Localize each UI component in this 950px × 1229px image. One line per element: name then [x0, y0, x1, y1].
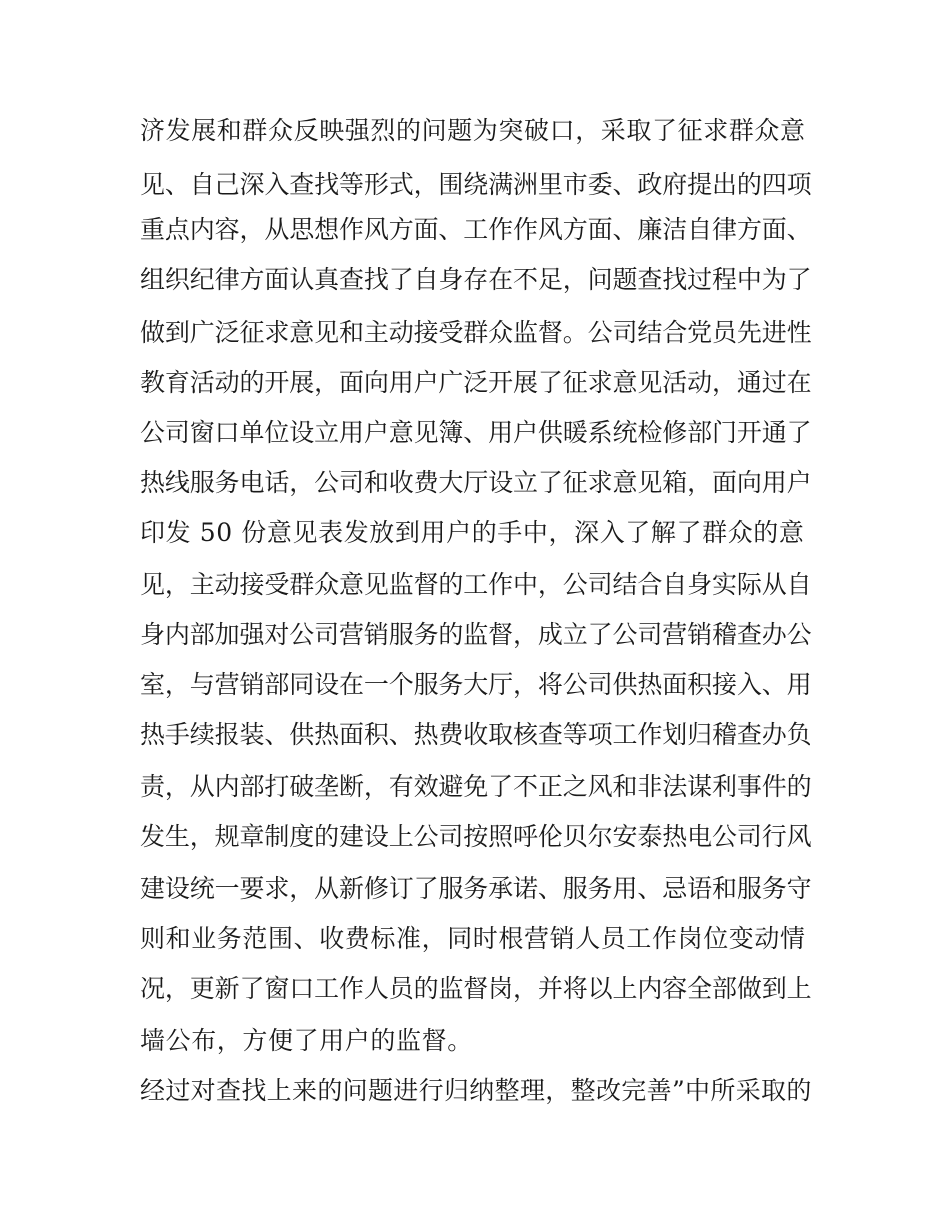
- text-line: 墙公布，方便了用户的监督。: [140, 1026, 473, 1055]
- text-line: 印发 50 份意见表发放到用户的手中，深入了解了群众的意: [140, 518, 805, 547]
- text-line: 身内部加强对公司营销服务的监督，成立了公司营销稽查办公: [140, 620, 812, 649]
- text-line: 教育活动的开展，面向用户广泛开展了征求意见活动，通过在: [140, 368, 812, 397]
- text-line: 热线服务电话，公司和收费大厅设立了征求意见箱，面向用户: [140, 468, 812, 497]
- text-line: 重点内容，从思想作风方面、工作作风方面、廉洁自律方面、: [140, 215, 812, 244]
- text-line: 建设统一要求，从新修订了服务承诺、服务用、忌语和服务守: [140, 874, 812, 903]
- text-line: 况，更新了窗口工作人员的监督岗，并将以上内容全部做到上: [140, 974, 812, 1003]
- text-line: 组织纪律方面认真查找了自身存在不足，问题查找过程中为了: [140, 265, 812, 294]
- text-line: 责，从内部打破垄断，有效避免了不正之风和非法谋利事件的: [140, 772, 812, 801]
- text-line: 济发展和群众反映强烈的问题为突破口，采取了征求群众意: [140, 116, 806, 145]
- text-line: 经过对查找上来的问题进行归纳整理，整改完善”中所采取的: [140, 1076, 812, 1105]
- text-line: 室，与营销部同设在一个服务大厅，将公司供热面积接入、用: [140, 670, 812, 699]
- text-line: 做到广泛征求意见和主动接受群众监督。公司结合党员先进性: [140, 318, 812, 347]
- text-line: 见，主动接受群众意见监督的工作中，公司结合自身实际从自: [140, 570, 812, 599]
- text-line: 热手续报装、供热面积、热费收取核查等项工作划归稽查办负: [140, 720, 812, 749]
- text-line: 公司窗口单位设立用户意见簿、用户供暖系统检修部门开通了: [140, 418, 812, 447]
- text-line: 发生，规章制度的建设上公司按照呼伦贝尔安泰热电公司行风: [140, 822, 812, 851]
- text-line: 见、自己深入查找等形式，围绕满洲里市委、政府提出的四项: [140, 170, 812, 199]
- text-line: 则和业务范围、收费标准，同时根营销人员工作岗位变动情: [140, 924, 806, 953]
